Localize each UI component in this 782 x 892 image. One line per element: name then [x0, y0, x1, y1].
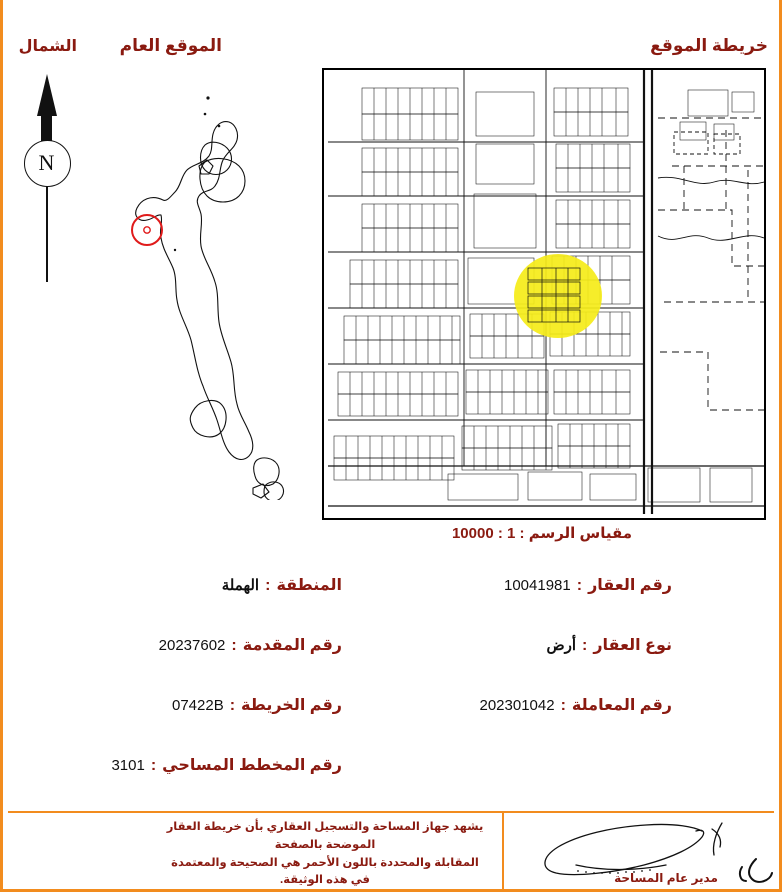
signature-block [516, 815, 782, 887]
attribute-transaction-no [480, 695, 673, 715]
certification-text [160, 819, 490, 890]
attribute-map-no [172, 695, 342, 715]
signature-caption: مدير عام المساحة [614, 871, 718, 885]
property-type-colon: : [582, 637, 588, 654]
general-location-map [95, 70, 315, 500]
location-map[interactable] [322, 68, 766, 520]
submission-no-colon: : [231, 637, 237, 654]
survey-plan-no-colon: : [150, 757, 157, 774]
region-value: الهملة [221, 577, 260, 594]
north-arrow-head [37, 74, 57, 116]
transaction-no-label: رقم المعاملة [571, 697, 672, 714]
scale-caption: مقياس الرسم : 1 : 10000 [451, 525, 633, 542]
parcel-highlight-icon [514, 254, 602, 338]
attribute-survey-plan-no [111, 755, 342, 775]
certification-line-1: يشهد جهاز المساحة والتسجيل العقاري بأن خريطة العقار الموضحة بالصفحة [166, 821, 484, 851]
certification-line-2: المقابلة والمحددة باللون الأحمر هي الصحيحة والمعتمدة في هذه الوثيقة. [171, 856, 479, 887]
survey-plan-no-label: رقم المخطط المساحي [162, 757, 342, 774]
map-no-value: 07422B [172, 697, 224, 714]
map-no-label: رقم الخريطة [241, 697, 342, 714]
footer-separator [8, 811, 774, 813]
property-type-label: نوع العقار [593, 637, 672, 654]
region-label: المنطقة [276, 577, 342, 594]
submission-no-value: 20237602 [158, 637, 226, 654]
region-colon: : [265, 577, 271, 594]
north-arrow-icon [16, 60, 76, 280]
attribute-property-type [546, 635, 672, 655]
attributes-section [0, 565, 782, 795]
transaction-no-colon: : [560, 697, 566, 714]
property-no-label: رقم العقار [588, 577, 672, 594]
map-no-colon: : [229, 697, 236, 714]
north-label: الشمال [18, 38, 77, 55]
footer [0, 811, 782, 889]
property-no-value: 10041981 [503, 577, 571, 594]
map-title: خريطة الموقع [650, 36, 768, 55]
footer-divider [502, 813, 504, 889]
general-location-title: الموقع العام [119, 36, 222, 55]
survey-plan-no-value: 3101 [111, 757, 145, 774]
submission-no-label: رقم المقدمة [242, 637, 342, 654]
property-no-colon: : [576, 577, 583, 594]
transaction-no-value: 202301042 [479, 697, 555, 714]
attribute-region [222, 575, 342, 595]
property-type-value: أرض [546, 637, 576, 654]
attribute-submission-no [159, 635, 342, 655]
attribute-property-no [504, 575, 672, 595]
north-letter: N [38, 150, 55, 175]
